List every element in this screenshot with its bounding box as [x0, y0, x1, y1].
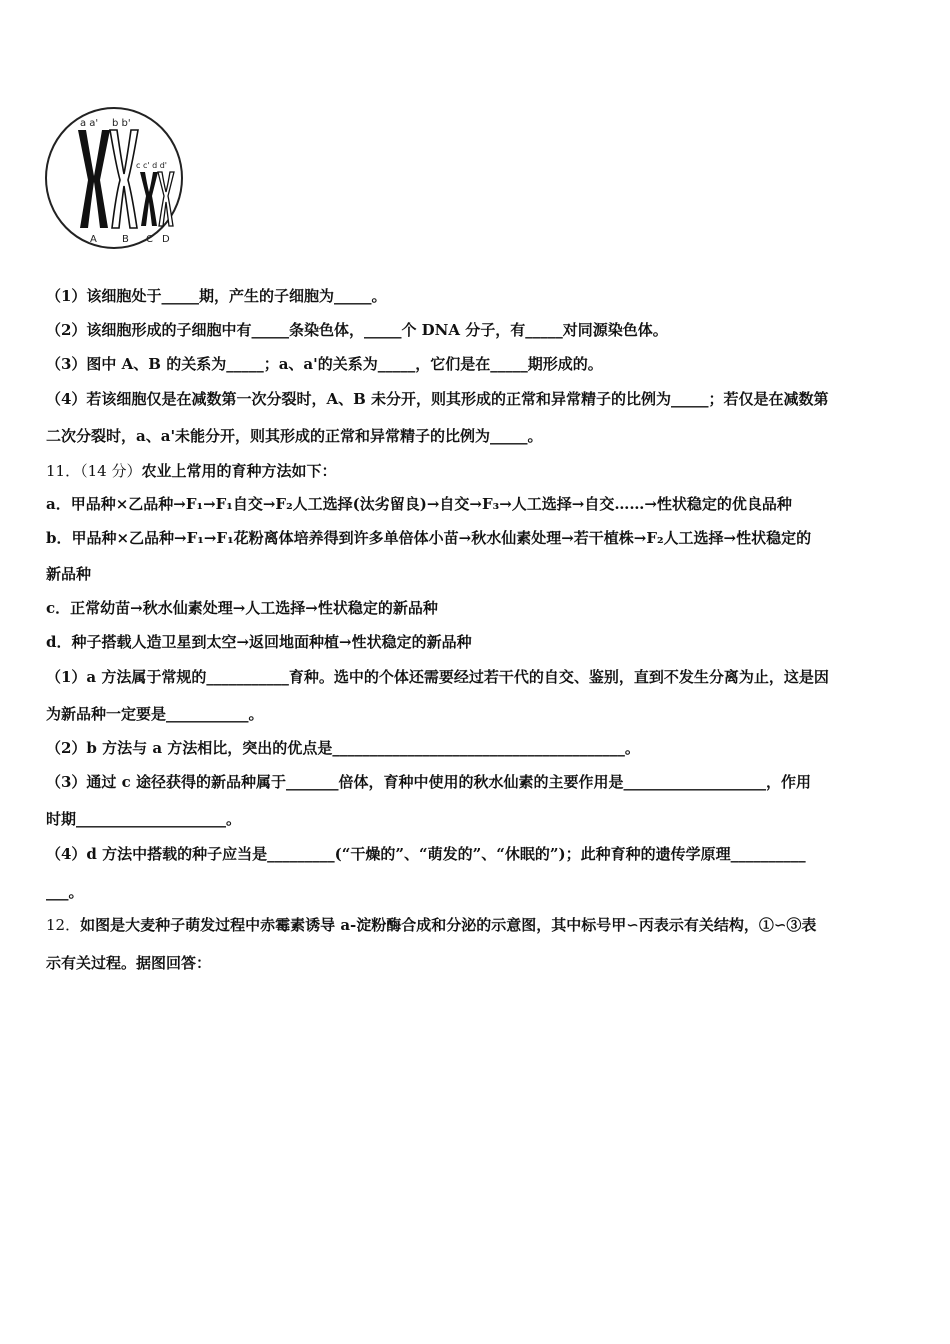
q12-line1 [46, 915, 816, 935]
q10-part4-line1: （4）若该细胞仅是在减数第一次分裂时，A、B 未分开，则其形成的正常和异常精子的比例为_____；若仅是在减数第 [46, 390, 829, 408]
chromosome-figure [42, 100, 192, 250]
q11-sub1-line2: 为新品种一定要是___________。 [46, 705, 264, 723]
chromosome-A [78, 130, 110, 228]
q10-part3: （3）图中 A、B 的关系为_____；a、a'的关系为_____，它们是在_____期形成的。 [46, 355, 603, 373]
q11-sub2: （2）b 方法与 a 方法相比，突出的优点是_______________________________________。 [46, 739, 640, 757]
q11-sub3-line1: （3）通过 c 途径获得的新品种属于_______倍体，育种中使用的秋水仙素的主要作用是___________________，作用 [46, 773, 812, 791]
q11-method-b-line2: 新品种 [46, 565, 92, 583]
label-b-b-prime: b b' [112, 118, 131, 129]
q11-method-d: d．种子搭载人造卫星到太空→返回地面种植→性状稳定的新品种 [46, 633, 472, 651]
chromosome-B [110, 130, 138, 228]
q11-sub4-line1: （4）d 方法中搭载的种子应当是_________(“干燥的”、“萌发的”、“休眠的”)；此种育种的遗传学原理__________ [46, 845, 806, 863]
q11-score: （14 分） [80, 462, 142, 480]
label-a-a-prime: a a' [80, 118, 99, 129]
q11-stem: 农业上常用的育种方法如下： [141, 462, 337, 480]
q11-header [46, 461, 336, 481]
q12-number: 12． [46, 916, 81, 934]
q11-sub3-line2: 时期____________________。 [46, 810, 242, 828]
q11-method-c: c．正常幼苗→秋水仙素处理→人工选择→性状稳定的新品种 [46, 599, 438, 617]
chromosome-C [140, 172, 158, 226]
label-D: D [162, 234, 170, 245]
q11-number: 11． [46, 462, 81, 480]
q12-line2: 示有关过程。据图回答： [46, 954, 212, 972]
label-B: B [122, 234, 129, 245]
q10-part4-line2: 二次分裂时，a、a'未能分开，则其形成的正常和异常精子的比例为_____。 [46, 427, 543, 445]
label-c-d: c c' d d' [136, 161, 167, 170]
q12-stem: 如图是大麦种子萌发过程中赤霉素诱导 a-淀粉酶合成和分泌的示意图，其中标号甲∽丙表示有关结构，①∽③表 [80, 916, 817, 934]
q11-sub1-line1: （1）a 方法属于常规的___________育种。选中的个体还需要经过若干代的自交、鉴别，直到不发生分离为止，这是因 [46, 668, 829, 686]
cell-diagram [42, 100, 192, 250]
q11-method-b-line1: b．甲品种×乙品种→F₁→F₁花粉离体培养得到许多单倍体小苗→秋水仙素处理→若干植株→F₂人工选择→性状稳定的 [46, 529, 812, 547]
label-C: C [146, 234, 153, 245]
q10-part1: （1）该细胞处于_____期，产生的子细胞为_____。 [46, 287, 387, 305]
label-A: A [90, 234, 97, 245]
q11-sub4-line2: ___。 [46, 883, 84, 901]
chromosome-D [158, 172, 174, 226]
q11-method-a: a．甲品种×乙品种→F₁→F₁自交→F₂人工选择(汰劣留良)→自交→F₃→人工选择→自交……→性状稳定的优良品种 [46, 495, 792, 513]
q10-part2: （2）该细胞形成的子细胞中有_____条染色体，_____个 DNA 分子，有_____对同源染色体。 [46, 321, 668, 339]
